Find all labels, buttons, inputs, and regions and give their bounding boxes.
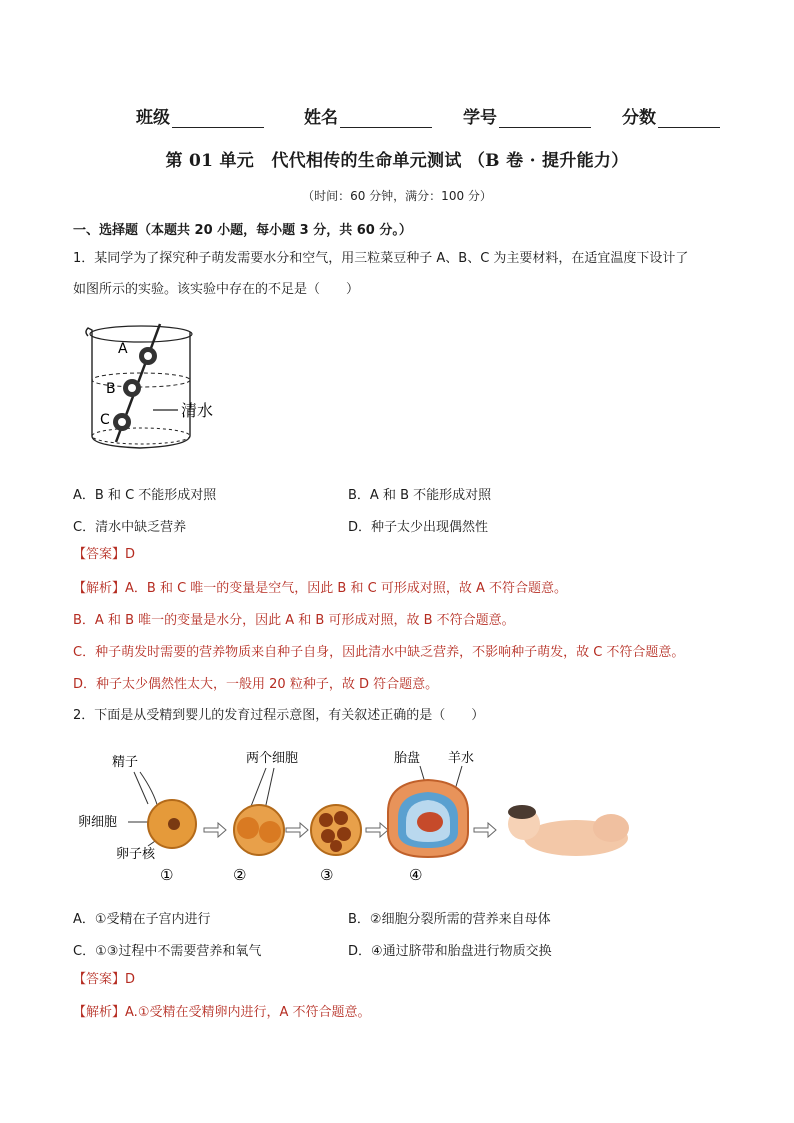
answer-tag: 【答案】 xyxy=(73,972,126,987)
page-title: 第 01 单元 代代相传的生命单元测试 （B 卷 · 提升能力） xyxy=(165,151,629,171)
analysis-text: A.①受精在受精卵内进行，A 不符合题意。 xyxy=(125,1005,371,1020)
id-blank xyxy=(499,109,591,128)
class-blank xyxy=(172,109,264,128)
two-cells-label: 两个细胞 xyxy=(246,751,299,766)
stage-1: ① xyxy=(160,866,174,884)
id-field xyxy=(463,103,591,128)
analysis-text: A．B 和 C 唯一的变量是空气，因此 B 和 C 可形成对照，故 A 不符合题意。 xyxy=(125,581,567,596)
q1-analysis-line2: B．A 和 B 唯一的变量是水分，因此 A 和 B 可形成对照，故 B 不符合题意。 xyxy=(73,613,515,628)
q2-answer xyxy=(73,970,135,990)
q2-analysis-line1 xyxy=(73,1003,371,1023)
label-a: A xyxy=(118,341,128,357)
class-label: 班级 xyxy=(136,108,170,128)
q2-option-a: A．①受精在子宫内进行 xyxy=(73,912,211,927)
answer-value: D xyxy=(125,972,136,987)
q1-analysis-line4: D．种子太少偶然性太大，一般用 20 粒种子，故 D 符合题意。 xyxy=(73,677,439,692)
sperm-label: 精子 xyxy=(112,755,139,770)
q1-option-c: C．清水中缺乏营养 xyxy=(73,520,187,535)
q2-option-c: C．①③过程中不需要营养和氧气 xyxy=(73,944,262,959)
nucleus-label: 卵子核 xyxy=(116,847,156,862)
egg-label: 卵细胞 xyxy=(78,815,118,830)
water-label: 清水 xyxy=(181,401,214,420)
arrow-icon xyxy=(204,823,226,837)
name-label: 姓名 xyxy=(304,108,338,128)
q2-development-figure xyxy=(76,742,636,887)
stage-2: ② xyxy=(233,866,247,884)
name-field xyxy=(304,103,432,128)
fetus-icon xyxy=(417,812,443,832)
class-field xyxy=(136,103,264,128)
q1-answer xyxy=(73,545,135,565)
placenta-label: 胎盘 xyxy=(394,751,421,766)
sperm-icon xyxy=(134,772,158,808)
stage-3: ③ xyxy=(320,866,334,884)
q1-option-d: D．种子太少出现偶然性 xyxy=(348,520,489,535)
q1-analysis-line3: C．种子萌发时需要的营养物质来自种子自身，因此清水中缺乏营养，不影响种子萌发，故 C 不符合题意。 xyxy=(73,645,685,660)
beaker-rim xyxy=(90,326,192,342)
analysis-tag: 【解析】 xyxy=(73,1005,126,1020)
q1-stem-line2: 如图所示的实验。该实验中存在的不足是（ ） xyxy=(73,282,360,297)
q1-beaker-figure xyxy=(80,318,250,458)
label-b: B xyxy=(106,381,116,397)
answer-tag: 【答案】 xyxy=(73,547,126,562)
q2-option-d: D．④通过脐带和胎盘进行物质交换 xyxy=(348,944,552,959)
analysis-tag: 【解析】 xyxy=(73,581,126,596)
stage-4: ④ xyxy=(409,866,423,884)
section-title: 一、选择题（本题共 20 小题，每小题 3 分，共 60 分。） xyxy=(73,223,412,238)
answer-value: D xyxy=(125,547,136,562)
q1-option-b: B．A 和 B 不能形成对照 xyxy=(348,488,492,503)
beaker-bottom xyxy=(92,428,190,444)
score-blank xyxy=(658,109,720,128)
q2-stem: 2．下面是从受精到婴儿的发育过程示意图，有关叙述正确的是（ ） xyxy=(73,708,485,723)
id-label: 学号 xyxy=(463,108,497,128)
time-info: （时间：60 分钟，满分：100 分） xyxy=(302,189,492,203)
q1-analysis-line1 xyxy=(73,579,567,599)
q1-option-a: A．B 和 C 不能形成对照 xyxy=(73,488,217,503)
name-blank xyxy=(340,109,432,128)
amniotic-label: 羊水 xyxy=(448,751,475,766)
score-label: 分数 xyxy=(622,108,656,128)
score-field xyxy=(622,103,720,128)
q1-stem-line1: 1．某同学为了探究种子萌发需要水分和空气，用三粒菜豆种子 A、B、C 为主要材料，在适宜温度下设计了 xyxy=(73,251,689,266)
label-c: C xyxy=(100,412,110,428)
q2-option-b: B．②细胞分裂所需的营养来自母体 xyxy=(348,912,551,927)
